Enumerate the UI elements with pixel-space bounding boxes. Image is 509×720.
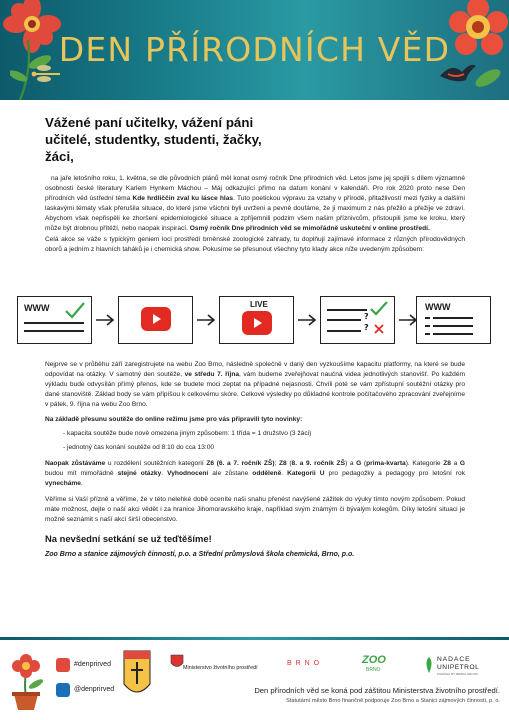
instagram-icon[interactable] bbox=[56, 658, 70, 672]
arrow-icon bbox=[298, 314, 318, 326]
closing-line: Na nevšední setkání se už teďtěšíme! bbox=[45, 533, 212, 545]
ministry-logo: Ministerstvo životního prostředí bbox=[183, 665, 258, 671]
text-span: u rozdělení soutěžních kategorií bbox=[105, 459, 207, 467]
facebook-icon[interactable] bbox=[56, 683, 70, 697]
bold-span: Naopak zůstáváme bbox=[45, 459, 106, 467]
text-span: . bbox=[80, 479, 83, 487]
bold-span: Z8 bbox=[279, 459, 287, 467]
intro-paragraph bbox=[45, 174, 465, 235]
bold-span: Z8 bbox=[443, 459, 451, 467]
letter-body bbox=[45, 114, 465, 255]
text-span: ale zůstane bbox=[208, 469, 253, 477]
arrow-icon bbox=[197, 314, 217, 326]
appeal-paragraph: Věříme si Vaší přízně a věříme, že v této nelehké době oceníte naši snahu přenést navýšené zážitek do výuky tímto novým způsobem. Pokud máte možnost, dejte o naší akci vědět i za hranice Jihomoravského kraje, například svým známým či bývalým kolegům. Díky letošní situaci je možné seznámit s naší akcí širší obecenstvo. bbox=[45, 496, 465, 524]
facebook-handle[interactable]: @denprirved bbox=[74, 686, 115, 693]
zoo-logo: ZOO bbox=[362, 654, 386, 666]
changes-heading-text: Na základě přesunu soutěže do online režimu jsme pro vás připravili tyto novinky: bbox=[45, 416, 303, 424]
line bbox=[24, 330, 84, 332]
bold-span: G bbox=[459, 459, 466, 467]
bold-span: stejné otázky bbox=[117, 469, 162, 477]
text-span: ( bbox=[286, 459, 292, 467]
question-mark: ? bbox=[364, 323, 369, 332]
funding-text: Statutární město Brno finančně podporuje Zoo Brno a Stanici zájmových činností, p. o. bbox=[286, 698, 500, 704]
bold-span: G bbox=[356, 459, 362, 467]
text-span: budou mít mimořádně bbox=[45, 469, 118, 477]
line bbox=[327, 330, 361, 332]
nadace-line: NADACE bbox=[437, 656, 471, 663]
bold-span: 8. a 9. ročník ZŠ bbox=[291, 459, 345, 467]
line bbox=[425, 333, 430, 335]
event-date: ve středu 7. října bbox=[184, 371, 240, 379]
checkmark-icon bbox=[64, 301, 86, 319]
live-label: LIVE bbox=[250, 300, 268, 309]
nadace-logo bbox=[437, 656, 479, 679]
arrow-icon bbox=[96, 314, 116, 326]
brno-logo: B R N O bbox=[287, 660, 321, 667]
bold-span: Z6 (6. a 7. ročník ZŠ) bbox=[206, 459, 275, 467]
line bbox=[327, 319, 361, 321]
instagram-handle[interactable]: #denprirved bbox=[74, 661, 111, 668]
text-span: ; bbox=[274, 459, 279, 467]
text-span: . bbox=[161, 469, 168, 477]
cross-icon bbox=[374, 324, 384, 334]
line bbox=[425, 325, 430, 327]
bold-span: Vyhodnocení bbox=[167, 469, 209, 477]
process-diagram bbox=[17, 296, 492, 346]
text-span: Nejprve se v průběhu září zaregistrujete na webu Zoo Brno, následně společně v daný den vyzkoušíme kapacitu platformy, na které se bude odpovídat na otázky. V samotný den soutěže, bbox=[45, 361, 465, 379]
results-box bbox=[416, 296, 491, 344]
www-label: WWW bbox=[24, 303, 50, 313]
text-span: a bbox=[450, 459, 460, 467]
details-body bbox=[45, 360, 465, 558]
play-icon bbox=[242, 311, 272, 335]
line bbox=[327, 309, 367, 311]
quiz-box bbox=[320, 296, 395, 344]
ministry-emblem-icon bbox=[170, 654, 184, 670]
video-box bbox=[118, 296, 193, 344]
line bbox=[433, 317, 473, 319]
page-title: DEN PŘÍRODNÍCH VĚD bbox=[58, 30, 451, 69]
header-banner bbox=[0, 0, 509, 100]
bold-span: prima-kvarta bbox=[366, 459, 406, 467]
text-span: , vám budeme zveřejňovat naučná videa jednotlivých stanovišť. Po každém výkladu bude odvysílán přímý přenos, kde se budete moci zeptat na případné nejasnosti. Chvíli poté se vám zpřístupní soutěžní otázky pro dané stanoviště. Základ body se vám připíšou k celkovému skóre. Celkové výsledky po důkladné kontrole počítačového zpracování zveřejníme v pátek, 9. října na webu Zoo Brno. bbox=[45, 371, 466, 409]
event-paragraph: Celá akce se váže s typickým geniem loci prostředí brněnské zoologické zahrady, tu doplňují zajímavé informace z různých přírodovědných oborů a jedním z hlavních taháků je i chemická show. Pokusíme se přesunout všechny tyto klady akce níže uvedeným způsobem: bbox=[45, 235, 465, 253]
flower-pot-icon bbox=[6, 652, 46, 710]
zoo-logo-sub: BRNO bbox=[366, 667, 381, 673]
categories-paragraph bbox=[45, 459, 465, 489]
change-item: - kapacita soutěže bude nově omezena jiným způsobem: 1 třída = 1 družstvo (3 žáci) bbox=[63, 429, 312, 437]
footer-divider bbox=[0, 637, 509, 640]
text-span: . bbox=[281, 469, 288, 477]
question-mark: ? bbox=[364, 312, 369, 321]
registration-box bbox=[17, 296, 92, 344]
changes-heading bbox=[45, 415, 465, 425]
text-span: ( bbox=[361, 459, 367, 467]
schedule-paragraph bbox=[45, 360, 465, 410]
checkmark-icon bbox=[369, 300, 389, 316]
online-announcement: Osmý ročník Dne přírodních věd se mimořádně uskuteční v online prostředí. bbox=[189, 225, 430, 233]
footer-note bbox=[165, 686, 500, 704]
nadace-icon bbox=[423, 656, 435, 674]
text-span: pro pedagožky a pedagogy pro letošní rok bbox=[324, 469, 465, 477]
text-span: . Tuto poetickou výpravu za vztahy v přírodě, přitažlivostí mezi fyziky a dalšími laskavými tématy však přerušila situace, do které jsme všichni byli uvrženi a pevně doufáme, že ji maximum z nás přežilo a přežije ve zdraví. Abychom však nepřispěli ke zhoršení epidemiologické situace a zpříjemnili podzim všem našim příznivcům, přistoupili jsme ke kroku, který může být drobnou přítěží, nebo naopak inspirací. bbox=[45, 195, 465, 233]
bold-span: vynecháme bbox=[45, 479, 81, 487]
line bbox=[24, 322, 84, 324]
www-label: WWW bbox=[425, 302, 451, 312]
text-span: na jaře letošního roku, 1. května, se dle původních plánů měl konat osmý ročník Dne přírodních věd. Letos jsme jej spojili s dílem významné osobnosti české literatury Karlem Hynkem Máchou – Máj odkazující přímo na datum konání v kalendáři. Pro rok 2020 proto nese Den přírodních věd ústřední téma bbox=[45, 175, 465, 203]
nadace-line: POMÁHÁ MY BRZDA GROUP bbox=[437, 672, 478, 676]
school-logo bbox=[123, 650, 151, 700]
live-box bbox=[219, 296, 294, 344]
theme-text: Kde hrdliččin zval ku lásce hlas bbox=[132, 195, 234, 203]
change-item: - jednotný čas konání soutěže od 8:10 do cca 13:00 bbox=[63, 443, 215, 451]
line bbox=[433, 325, 473, 327]
play-icon bbox=[141, 307, 171, 331]
bold-span: odděleně bbox=[252, 469, 282, 477]
greeting: Vážené paní učitelky, vážení páni učitelé, studentky, studenti, žačky, žáci, bbox=[45, 115, 262, 164]
patronage-text: Den přírodních věd se koná pod záštitou Ministerstva životního prostředí. bbox=[254, 686, 500, 695]
text-span: ). Kategorie bbox=[405, 459, 444, 467]
line bbox=[433, 333, 473, 335]
nadace-line: UNIPETROL bbox=[437, 663, 480, 671]
line bbox=[425, 317, 430, 319]
text-span: ) a bbox=[344, 459, 357, 467]
organizers-line: Zoo Brno a stanice zájmových činností, p.o. a Střední průmyslová škola chemická, Brno, p.o. bbox=[45, 551, 355, 559]
bold-span: Kategorii U bbox=[287, 469, 325, 477]
